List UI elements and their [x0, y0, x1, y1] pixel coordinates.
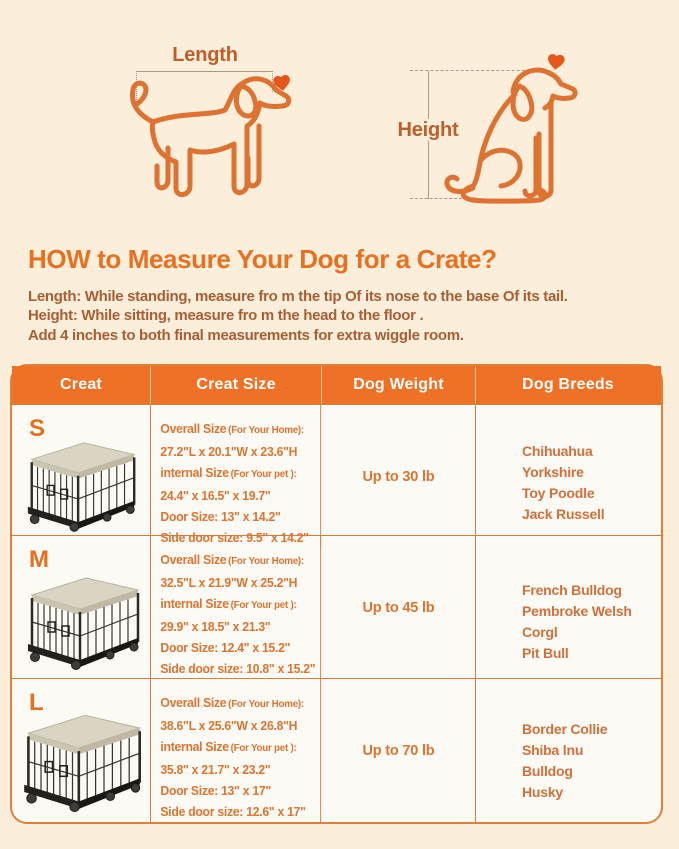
size-spec-text: Side door size: 10.8" x 15.2"	[160, 661, 316, 676]
size-spec-text: 35.8" x 21.7" x 23.2"	[160, 762, 271, 777]
crate-cell	[12, 536, 151, 679]
dog-weight-cell: Up to 30 lb	[322, 405, 476, 548]
size-spec-text: 32.5"L x 21.9"W x 25.2"H	[160, 575, 298, 590]
size-spec-text: internal Size	[160, 739, 229, 754]
breed-item: Chihuahua	[522, 443, 593, 459]
size-spec-line	[160, 780, 320, 801]
size-letter: S	[29, 415, 46, 442]
size-spec-text: Door Size: 12.4" x 15.2"	[160, 640, 291, 655]
heart-icon	[545, 51, 567, 73]
page-title: HOW to Measure Your Dog for a Crate?	[28, 244, 497, 274]
table-row-large	[12, 678, 661, 822]
size-spec-line	[160, 736, 320, 759]
size-spec-text: Door Size: 13" x 17"	[160, 783, 271, 798]
breed-item: Border Collie	[522, 721, 608, 737]
size-letter: L	[29, 689, 44, 716]
dog-breeds-cell	[476, 536, 660, 679]
size-spec-text: 27.2"L x 20.1"W x 23.6"H	[160, 444, 298, 459]
crate-size-cell	[151, 536, 321, 679]
size-letter: M	[29, 546, 49, 573]
breed-item: Pembroke Welsh	[522, 603, 632, 619]
breed-item: Jack Russell	[522, 506, 605, 522]
size-spec-line	[160, 658, 320, 679]
size-spec-line	[160, 616, 320, 637]
size-spec-text: Overall Size	[160, 552, 227, 567]
intro-text	[28, 287, 668, 345]
standing-dog-illustration	[108, 72, 298, 212]
crate-cell	[12, 405, 151, 548]
header-dog-breeds: Dog Breeds	[522, 376, 614, 393]
intro-line-wiggle: Add 4 inches to both final measurements for extra wiggle room.	[28, 326, 464, 344]
size-spec-note: (For Your pet ):	[230, 742, 297, 754]
header-creat: Creat	[12, 366, 151, 404]
size-spec-line	[160, 462, 320, 485]
dog-breeds-cell	[476, 405, 660, 548]
size-spec-note: (For Your Home):	[228, 555, 304, 567]
size-spec-line	[160, 759, 320, 780]
size-spec-note: (For Your Home):	[228, 698, 304, 710]
size-chart-table	[10, 364, 663, 824]
size-spec-text: Side door size: 12.6" x 17"	[160, 804, 306, 819]
breed-item: Husky	[522, 784, 564, 800]
size-spec-text: Overall Size	[160, 421, 227, 436]
dog-weight-cell: Up to 70 lb	[322, 679, 476, 822]
size-spec-text: Door Size: 13" x 14.2"	[160, 509, 281, 524]
breed-item: Bulldog	[522, 763, 573, 779]
breed-item: Pit Bull	[522, 645, 569, 661]
crate-image	[24, 570, 144, 670]
breed-item: Shiba lnu	[522, 742, 584, 758]
size-spec-line	[160, 715, 320, 736]
header-creat-size: Creat Size	[151, 366, 322, 404]
size-spec-line	[160, 441, 320, 462]
size-spec-line	[160, 801, 320, 822]
size-spec-text: 38.6"L x 25.6"W x 26.8"H	[160, 718, 298, 733]
length-label: Length	[172, 44, 238, 66]
breed-item: French Bulldog	[522, 582, 622, 598]
size-spec-note: (For Your pet ):	[230, 599, 297, 611]
size-spec-note: (For Your pet ):	[230, 468, 297, 480]
crate-size-cell	[151, 405, 321, 548]
crate-size-cell	[151, 679, 321, 822]
heart-icon	[271, 72, 294, 95]
breed-item: Corgl	[522, 624, 558, 640]
size-spec-line	[160, 692, 320, 715]
size-spec-text: Side door size: 9.5" x 14.2"	[160, 530, 309, 545]
size-spec-text: 29.9" x 18.5" x 21.3"	[160, 619, 271, 634]
crate-image	[20, 707, 146, 812]
size-spec-line	[160, 637, 320, 658]
height-label: Height	[392, 119, 464, 141]
size-spec-text: Overall Size	[160, 695, 227, 710]
size-spec-text: 24.4" x 16.5" x 19.7"	[160, 488, 271, 503]
table-row-small	[12, 404, 661, 545]
table-row-medium	[12, 535, 661, 678]
size-spec-line	[160, 593, 320, 616]
crate-image	[24, 435, 140, 532]
breed-item: Toy Poodle	[522, 485, 595, 501]
table-header-row	[12, 366, 661, 404]
dog-breeds-cell	[476, 679, 660, 822]
dog-weight-cell: Up to 45 lb	[322, 536, 476, 679]
size-spec-line	[160, 418, 320, 441]
size-spec-line	[160, 572, 320, 593]
header-dog-weight: Dog Weight	[322, 366, 476, 404]
crate-cell	[12, 679, 151, 822]
size-spec-text: internal Size	[160, 596, 229, 611]
size-spec-line	[160, 549, 320, 572]
size-spec-text: internal Size	[160, 465, 229, 480]
size-spec-note: (For Your Home):	[228, 424, 304, 436]
size-spec-line	[160, 485, 320, 506]
intro-line-height: Height: While sitting, measure fro m the head to the floor .	[28, 307, 424, 325]
size-spec-line	[160, 506, 320, 527]
intro-line-length: Length: While standing, measure fro m the tip Of its nose to the base Of its tail.	[28, 288, 568, 305]
breed-item: Yorkshire	[522, 464, 584, 480]
